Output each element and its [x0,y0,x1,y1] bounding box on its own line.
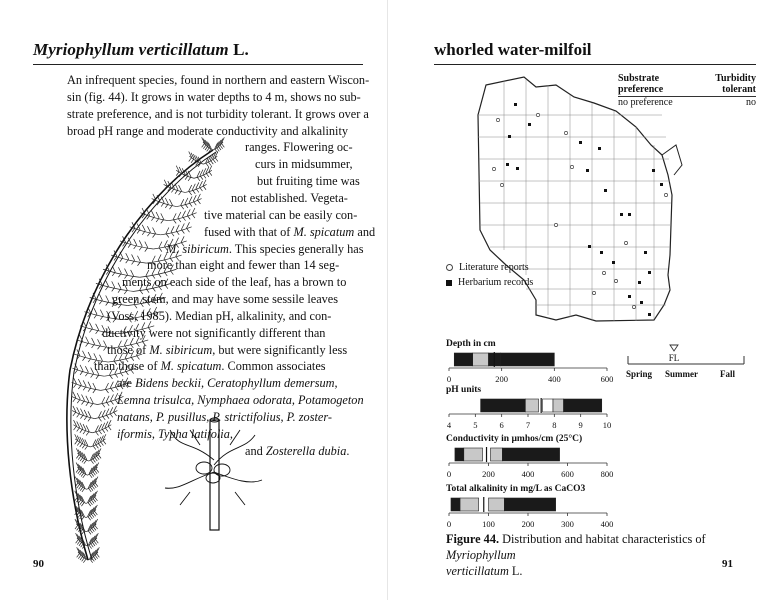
leaflet [200,170,203,180]
leaflet [156,212,159,222]
leaflet [77,421,80,431]
leaflet [118,267,121,277]
leaflet [80,409,83,419]
tick-label: 200 [482,469,495,479]
leaflet [88,352,91,362]
leaflet [100,310,103,320]
leaflet [102,423,105,433]
leaflet [181,223,184,233]
range-segment [500,353,554,366]
text-line: natans, P. pusillus, P. strictifolius, P. zoster- [117,410,332,424]
chart-title: Depth in cm [446,339,496,349]
text-line: iformis, Typha latifolia, [117,426,233,441]
text-line: green stem, and may have some sessile leaves [112,292,339,307]
leaflet [173,213,176,223]
leaflet [86,425,89,435]
leaflet [82,351,85,361]
leaflet [178,212,181,222]
leaflet [151,211,154,221]
range-segment [455,448,464,461]
leaflet [105,280,108,290]
leaflet [80,335,83,345]
leaflet [110,407,113,417]
leaflet [197,171,200,181]
text-line: are Bidens beckii, Ceratophyllum demersum, [117,376,338,391]
leaflet [83,321,86,331]
leaflet [90,397,93,407]
text-line: sin (fig. 44). It grows in water depths to 4 m, shows no sub- [67,89,361,104]
chart-title: Conductivity in µmhos/cm (25°C) [446,434,583,444]
text-line: (Voss, 1985). Median pH, alkalinity, and con- [107,308,332,323]
leaflet [159,242,162,252]
leaflet [106,296,109,306]
chart-title: Total alkalinity in mg/L as CaCO3 [446,484,586,494]
tick-label: 9 [578,420,583,430]
title-rule-right [434,64,756,65]
turbidity-header: Turbidity tolerant [715,73,756,95]
leaflet [106,383,109,393]
range-segment [464,448,483,461]
leaflet [93,383,96,393]
leaflet [82,394,85,404]
text-line: and Zosterella dubia. [245,443,350,458]
tick-label: 800 [600,469,614,479]
range-segment [564,399,602,412]
leaflet [120,252,123,262]
leaflet [147,226,150,236]
leaflet [106,409,109,419]
leaflet [145,242,148,252]
leaflet [98,411,101,421]
tick-label: 10 [602,420,612,430]
leaflet [192,208,195,218]
leaflet [185,198,188,208]
leaflet [165,198,168,208]
text-line: Lemna trisulca, Nymphaea odorata, Potamogeton [117,393,364,408]
legend-literature: Literature reports [446,262,529,273]
range-segment [490,448,502,461]
leaflet [196,182,199,192]
text-line: broad pH range and moderate conductivity and alkalinity [67,123,349,138]
leaflet [193,195,196,205]
leaflet [166,227,169,237]
text-line: ductivity were not significantly different than [102,325,326,340]
leaflet [73,392,76,402]
leaflet [199,181,202,191]
leaflet [110,394,113,404]
leaflet [106,396,109,406]
substrate-header: Substrate preference [618,73,664,95]
leaflet [95,425,98,435]
chart-bar [445,396,613,422]
text-line: fused with that of M. spicatum and [204,224,376,239]
text-line: tive material can be easily con- [204,207,358,222]
tick-label: 600 [561,469,574,479]
chart-title: pH units [446,385,482,395]
leaflet [181,199,184,209]
text-line: those of M. sibiricum, but were significantly less [107,342,348,357]
leaflet [94,308,97,318]
range-segment [481,399,526,412]
leaflet [86,396,89,406]
leaflet [75,364,78,374]
range-segment [502,448,559,461]
leaflet [142,225,145,235]
range-segment [473,353,489,366]
range-segment [542,399,553,412]
page-number-right: 91 [722,558,733,570]
leaflet [161,197,164,207]
tick-label: 400 [521,469,535,479]
leaflet [77,407,80,417]
leaflet [110,382,113,392]
leaflet [112,281,115,291]
text-line: M. sibiricum. This species generally has [166,241,364,256]
season-summer: Summer [665,369,698,379]
range-segment [553,399,564,412]
leaflet [85,366,88,376]
chart-bar [445,350,613,376]
turbidity-value: no [746,97,756,108]
chart-bar [445,495,613,521]
species-authority: L. [233,40,249,59]
open-circle-icon [446,264,453,271]
leaflet [73,378,76,388]
tick-label: 7 [525,420,531,430]
leaflet [161,213,164,223]
text-line: more than eight and fewer than 14 seg- [147,258,340,273]
tick-label: 400 [547,374,561,384]
species-name: Myriophyllum verticillatum [33,40,229,59]
range-segment [460,498,479,511]
range-segment [454,353,472,366]
text-line: An infrequent species, found in northern and eastern Wiscon- [67,73,370,87]
chart-bar [445,445,613,471]
tick-label: 600 [600,374,614,384]
leaflet [88,411,91,421]
tick-label: 8 [552,420,557,430]
tick-label: 200 [521,519,535,529]
substrate-value: no preference [618,97,673,108]
tick-label: 0 [446,469,452,479]
text-line: curs in midsummer, [255,157,353,172]
leaflet [92,338,95,348]
leaflet [197,194,200,204]
leaflet [83,424,86,434]
flowering-label: FL [668,353,680,363]
leaflet [192,184,195,194]
title-rule [33,64,363,65]
leaflet [183,211,186,221]
leaflet [187,209,190,219]
common-name-title: whorled water-milfoil [434,40,592,59]
text-line: ranges. Flowering oc- [245,140,353,155]
figure-caption: Figure 44. Distribution and habitat characteristics of Myriophyllum verticillatum L. [446,532,706,578]
leaflet [105,421,108,431]
leaflet [99,424,102,434]
tick-label: 0 [446,519,452,529]
leaflet [83,380,86,390]
leaflet [134,239,137,249]
leaflet [96,324,99,334]
range-segment [489,498,505,511]
tick-label: 300 [561,519,574,529]
leaflet [175,184,178,194]
leaflet [137,256,140,266]
legend-herbarium: Herbarium records [446,277,533,288]
leaflet [188,171,191,181]
tick-label: 4 [446,420,452,430]
filled-square-icon [446,280,452,286]
leaflet [112,266,115,276]
leaflet [176,225,179,235]
range-segment [451,498,460,511]
leaflet [84,410,87,420]
season-spring: Spring [626,369,653,379]
leaflet [171,226,174,236]
leaflet [189,185,192,195]
leaflet [189,197,192,207]
leaflet [206,167,209,177]
leaflet [139,240,142,250]
leaflet [99,294,102,304]
leaflet [98,339,101,349]
leaflet [203,168,206,178]
leaflet [80,365,83,375]
text-line: strate preference, and is not turbidity tolerant. It grows over a [67,106,369,121]
leaflet [132,254,135,264]
tick-label: 400 [600,519,614,529]
leaflet [102,410,105,420]
leaflet [77,393,80,403]
leaflet [88,382,91,392]
leaflet [153,227,156,237]
text-line: not established. Vegeta- [231,190,348,205]
season-fall: Fall [720,369,735,379]
tick-label: 6 [499,420,504,430]
leaf-segment [140,213,168,221]
text-line: than those of M. spicatum. Common associates [94,359,326,374]
right-page [388,0,776,600]
tick-label: 100 [482,519,495,529]
species-title [33,40,249,60]
leaflet [78,379,81,389]
wisconsin-distribution-map [476,75,691,330]
text-line: ments on each side of the leaf, has a brown to [122,275,347,290]
leaflet [102,397,105,407]
leaflet [80,423,83,433]
range-segment [504,498,555,511]
leaflet [86,337,89,347]
leaflet [89,322,92,332]
tick-label: 5 [473,420,478,430]
page-number-left: 90 [33,558,44,570]
tick-label: 0 [446,374,452,384]
text-line: but fruiting time was [257,174,360,189]
leaflet [126,253,129,263]
range-segment [525,399,538,412]
leaflet [179,185,182,195]
leaflet [187,222,190,232]
tick-label: 200 [495,374,509,384]
leaflet [169,199,172,209]
